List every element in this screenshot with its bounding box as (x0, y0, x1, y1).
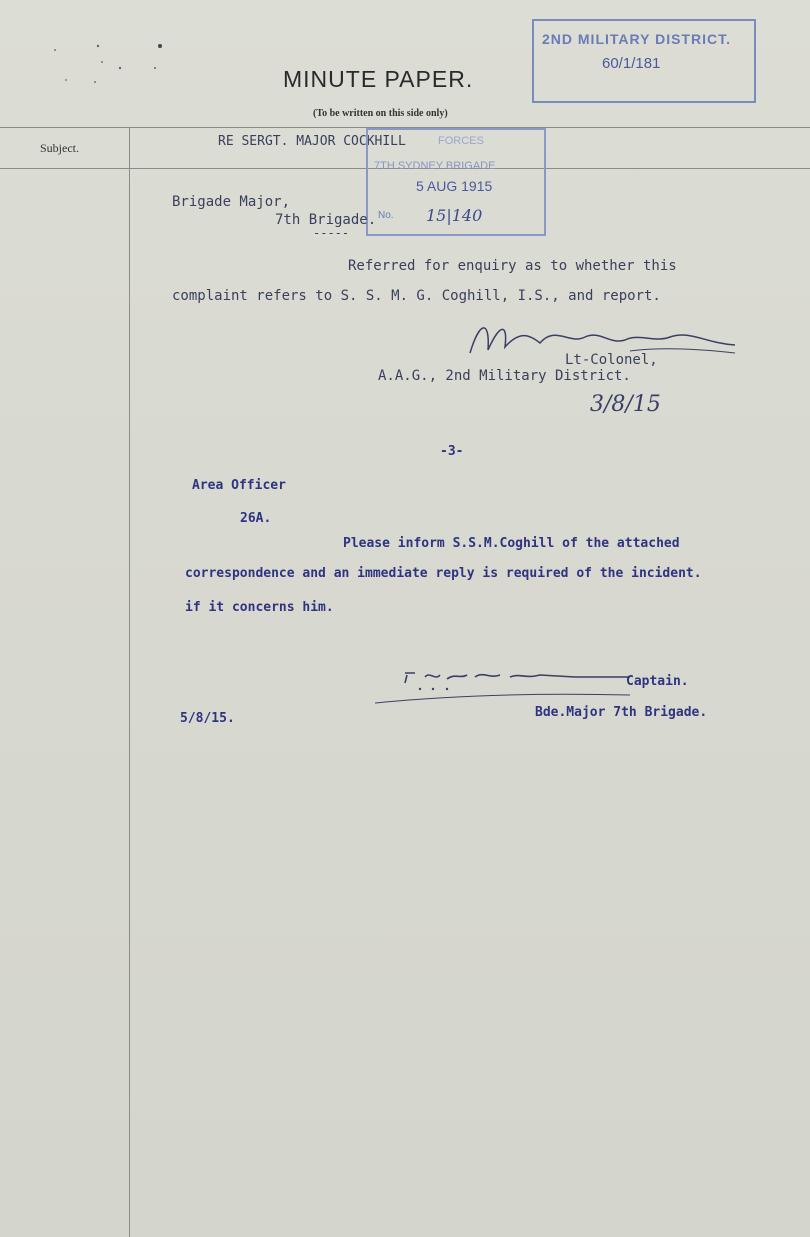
minute2-number: -3- (440, 444, 464, 459)
brigade-stamp-no-label: No. (378, 210, 394, 221)
minute1-office: A.A.G., 2nd Military District. (378, 368, 631, 384)
minute1-body-line1: Referred for enquiry as to whether this (348, 258, 677, 274)
minute2-date: 5/8/15. (180, 711, 235, 726)
minute1-rank: Lt-Colonel, (565, 352, 658, 368)
minute1-underline: ----- (313, 226, 350, 240)
minute2-body-line3: if it concerns him. (185, 600, 334, 615)
minute1-body-line2: complaint refers to S. S. M. G. Coghill, I.S., and report. (172, 288, 661, 304)
margin-rule (129, 128, 130, 1237)
minute1-date: 3/8/15 (590, 392, 661, 417)
minute2-office: Bde.Major 7th Brigade. (535, 705, 708, 720)
print-specks (40, 40, 190, 120)
brigade-stamp-forces: FORCES (438, 135, 484, 147)
district-stamp-ref: 60/1/181 (602, 55, 661, 72)
district-stamp (532, 19, 756, 103)
minute2-rank: Captain. (626, 674, 689, 689)
minute2-addressee-line2: 26A. (240, 511, 272, 526)
minute2-body-line1: Please inform S.S.M.Coghill of the attached (343, 536, 680, 551)
minute2-addressee-line1: Area Officer (192, 478, 286, 493)
minute1-addressee-line1: Brigade Major, (172, 194, 291, 210)
district-stamp-title: 2ND MILITARY DISTRICT. (542, 31, 731, 47)
brigade-stamp-number: 15|140 (426, 206, 483, 225)
brigade-stamp (366, 128, 546, 236)
brigade-stamp-name: 7TH SYDNEY BRIGADE (374, 160, 496, 172)
subject-label: Subject. (40, 141, 79, 155)
page-subtitle: (To be written on this side only) (313, 108, 448, 119)
brigade-stamp-date: 5 AUG 1915 (416, 178, 493, 194)
minute1-addressee-line2: 7th Brigade. (275, 212, 377, 228)
captain-signature (375, 665, 635, 705)
page-title: MINUTE PAPER. (283, 66, 474, 92)
minute2-body-line2: correspondence and an immediate reply is required of the incident. (185, 566, 702, 581)
subject-text: RE SERGT. MAJOR COCKHILL (218, 134, 406, 149)
